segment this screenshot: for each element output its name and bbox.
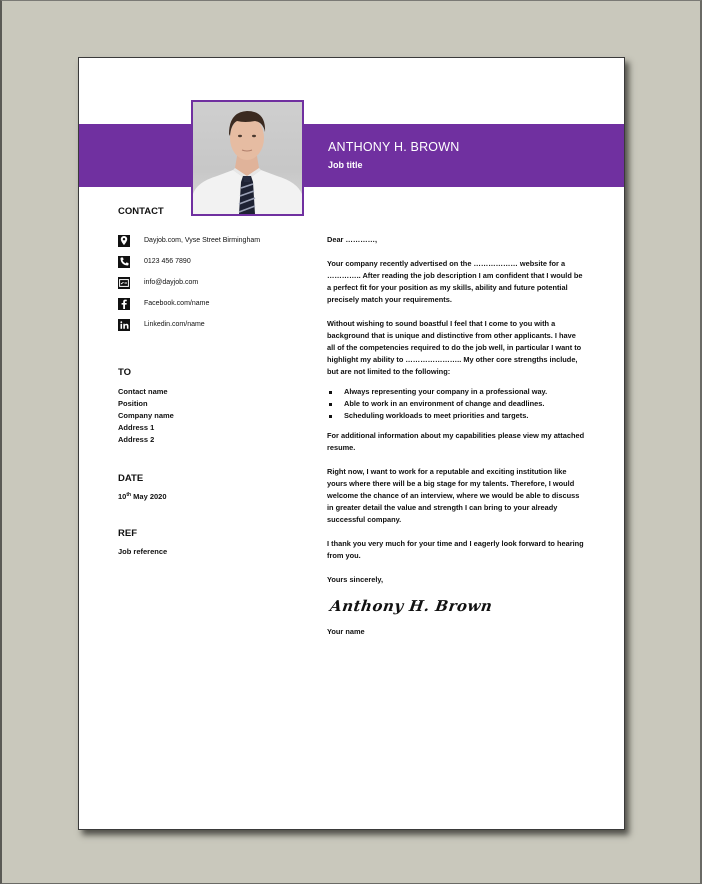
cover-letter-page — [78, 57, 625, 830]
recipient-lines — [118, 386, 298, 446]
recipient-position: Position — [118, 399, 148, 408]
date-suffix: th — [126, 492, 132, 498]
applicant-name: ANTHONY H. BROWN — [328, 140, 460, 154]
date-value — [118, 492, 298, 501]
recipient-company: Company name — [118, 411, 174, 420]
paragraph-1: Your company recently advertised on the ……………… website for a ………….. After reading the job description I am confident that I would be a perfect fit for your position as my skills, ability and future potential precisely match your requirements. — [327, 259, 583, 304]
strengths-list — [327, 386, 585, 422]
ref-value: Job reference — [118, 547, 168, 556]
signature: Anthony H. Brown — [328, 597, 494, 615]
contact-item-phone — [118, 251, 298, 272]
salutation: Dear …………, — [327, 235, 378, 244]
ref-heading: REF — [118, 528, 137, 539]
job-title: Job title — [328, 160, 363, 170]
list-item: Able to work in an environment of change and deadlines. — [327, 398, 585, 410]
profile-photo — [193, 102, 302, 214]
contact-facebook-text: Facebook.com/name — [144, 300, 210, 307]
recipient-address-1: Address 1 — [118, 423, 155, 432]
location-pin-icon — [118, 235, 130, 247]
contact-item-address — [118, 230, 298, 251]
contact-list — [118, 230, 298, 335]
sender-name: Your name — [327, 627, 365, 636]
header-name-block — [328, 140, 459, 170]
contact-email-text: info@dayjob.com — [144, 279, 199, 286]
reference-section — [118, 528, 298, 556]
paragraph-4: Right now, I want to work for a reputable and exciting institution like yours where there will be a big stage for my talents. Therefore, I would welcome the chance of an interview, where we would be able to discuss in greater detail the value and strength I can bring to your already successful company. — [327, 467, 580, 524]
linkedin-icon — [118, 319, 130, 331]
contact-linkedin-text: Linkedin.com/name — [144, 321, 205, 328]
recipient-section — [118, 367, 298, 446]
date-day: 10 — [118, 492, 127, 501]
date-heading: DATE — [118, 473, 144, 484]
contact-address-text: Dayjob.com, Vyse Street Birmingham — [144, 237, 261, 244]
paragraph-3: For additional information about my capabilities please view my attached resume. — [327, 431, 585, 452]
list-item: Scheduling workloads to meet priorities and targets. — [327, 410, 585, 422]
recipient-address-2: Address 2 — [118, 435, 155, 444]
contact-heading: CONTACT — [118, 206, 164, 217]
paragraph-5: I thank you very much for your time and I eagerly look forward to hearing from you. — [327, 539, 584, 560]
phone-icon — [118, 256, 130, 268]
left-column — [118, 206, 298, 556]
paragraph-2: Without wishing to sound boastful I feel that I come to you with a background that is unique and distinctive from other applicants. I have all of the competencies required to do the job well, in particular I want to highlight my ability to ………………….. My other core strengths include, but are not limited to the following: — [327, 319, 582, 376]
email-icon — [118, 277, 130, 289]
profile-photo-frame — [191, 100, 304, 216]
date-section — [118, 473, 298, 501]
contact-phone-text: 0123 456 7890 — [144, 258, 191, 265]
list-item: Always representing your company in a professional way. — [327, 386, 585, 398]
contact-item-linkedin — [118, 314, 298, 335]
person-silhouette-icon — [193, 102, 302, 214]
contact-item-email — [118, 272, 298, 293]
facebook-icon — [118, 298, 130, 310]
contact-item-facebook — [118, 293, 298, 314]
to-heading: TO — [118, 367, 132, 378]
recipient-contact-name: Contact name — [118, 387, 168, 396]
date-month-year: May 2020 — [131, 492, 167, 501]
closing: Yours sincerely, — [327, 575, 384, 584]
letter-body — [327, 234, 585, 638]
